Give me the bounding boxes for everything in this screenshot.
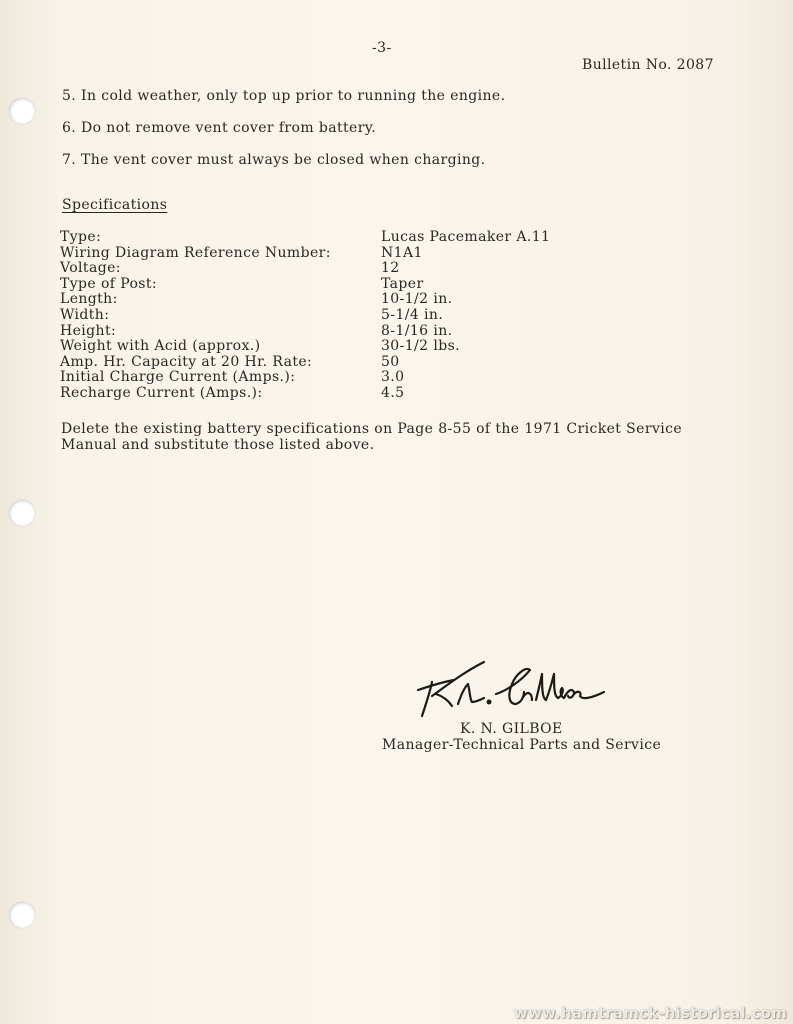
binder-hole-bottom <box>9 902 35 928</box>
spec-label: Wiring Diagram Reference Number: <box>60 244 331 261</box>
spec-label: Type: <box>60 229 102 245</box>
signatory-title: Manager-Technical Parts and Service <box>382 737 662 753</box>
signatory-name: K. N. GILBOE <box>460 721 563 737</box>
handwritten-signature <box>412 656 612 722</box>
page-number: -3- <box>372 40 392 56</box>
spec-value: 3.0 <box>381 369 405 386</box>
spec-label: Recharge Current (Amps.): <box>60 384 263 401</box>
spec-value: 8-1/16 in. <box>381 322 453 339</box>
spec-value: 50 <box>381 353 400 370</box>
spec-value: Taper <box>381 275 424 292</box>
spec-value: 30-1/2 lbs. <box>381 338 461 355</box>
spec-value: 5-1/4 in. <box>381 306 444 323</box>
spec-label: Width: <box>60 306 110 323</box>
spec-value: 10-1/2 in. <box>381 291 453 308</box>
instruction-item: 7. The vent cover must always be closed when charging. <box>62 152 486 168</box>
specifications-heading: Specifications <box>62 197 168 213</box>
spec-label: Weight with Acid (approx.) <box>60 338 261 355</box>
spec-label: Length: <box>60 291 118 308</box>
spec-value: 12 <box>381 260 400 277</box>
binder-hole-middle <box>9 500 35 526</box>
website-watermark: www.hamtramck-historical.com <box>513 1004 787 1022</box>
spec-label: Initial Charge Current (Amps.): <box>60 369 296 386</box>
instruction-item: 6. Do not remove vent cover from battery. <box>62 120 377 136</box>
binder-hole-top <box>9 98 35 124</box>
replacement-note: Delete the existing battery specifications on Page 8-55 of the 1971 Cricket Service Manual and substitute those listed above. <box>61 421 683 453</box>
spec-value: Lucas Pacemaker A.11 <box>381 229 551 245</box>
spec-value: 4.5 <box>381 384 405 401</box>
instruction-item: 5. In cold weather, only top up prior to running the engine. <box>62 88 506 104</box>
spec-label: Amp. Hr. Capacity at 20 Hr. Rate: <box>60 353 313 370</box>
spec-label: Type of Post: <box>60 275 158 292</box>
spec-value: N1A1 <box>381 244 423 261</box>
spec-label: Voltage: <box>60 260 121 277</box>
spec-label: Height: <box>60 322 117 339</box>
bulletin-number: Bulletin No. 2087 <box>582 57 714 73</box>
